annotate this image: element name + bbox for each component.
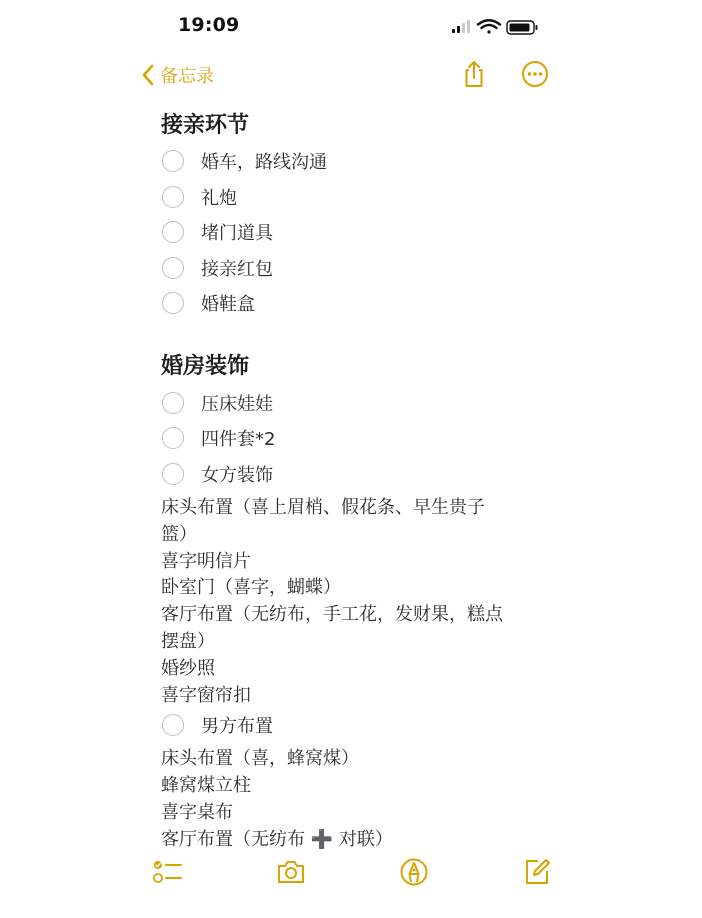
section-heading: 婚房装饰 [161, 354, 250, 379]
checklist-item-label: 男方布置 [201, 716, 273, 737]
section-heading: 接亲环节 [161, 113, 250, 138]
bottom-toolbar [0, 848, 702, 900]
checklist-item-label: 礼炮 [201, 188, 237, 209]
checklist-item [162, 254, 273, 282]
back-label: 备忘录 [160, 66, 214, 87]
markup-icon [398, 856, 430, 888]
note-text-line: 客厅布置（无纺布 ➕ 对联） [161, 829, 393, 850]
compose-icon [521, 856, 553, 888]
note-text-line: 客厅布置（无纺布，手工花，发财果，糕点 [161, 604, 503, 625]
compose-button[interactable] [521, 856, 553, 888]
note-text-line: 卧室门（喜字，蝴蝶） [161, 577, 341, 598]
checklist-item [162, 147, 327, 175]
checkbox-circle[interactable] [162, 392, 184, 414]
checklist-button[interactable] [152, 856, 184, 888]
checkbox-circle[interactable] [162, 714, 184, 736]
checkbox-circle[interactable] [162, 186, 184, 208]
note-text-line: 喜字窗帘扣 [161, 685, 251, 706]
note-text-line: 喜字桌布 [161, 802, 233, 823]
note-text-line: 喜字明信片 [161, 551, 251, 572]
checklist-item [162, 711, 273, 739]
checkbox-circle[interactable] [162, 427, 184, 449]
checklist-item [162, 389, 273, 417]
checkbox-circle[interactable] [162, 221, 184, 243]
checklist-item [162, 289, 255, 317]
checkbox-circle[interactable] [162, 257, 184, 279]
checklist-item [162, 183, 237, 211]
status-time: 19:09 [178, 14, 240, 36]
checklist-item [162, 460, 273, 488]
note-text-line: 婚纱照 [161, 658, 215, 679]
checklist-icon [152, 856, 184, 888]
camera-icon [275, 856, 307, 888]
checklist-item-label: 四件套*2 [201, 429, 276, 450]
note-text-line: 摆盘） [161, 631, 215, 652]
checkbox-circle[interactable] [162, 150, 184, 172]
checklist-item-label: 女方装饰 [201, 465, 273, 486]
checkbox-circle[interactable] [162, 463, 184, 485]
camera-button[interactable] [275, 856, 307, 888]
note-text-line: 床头布置（喜，蜂窝煤） [161, 748, 359, 769]
checklist-item [162, 424, 275, 452]
checklist-item-label: 压床娃娃 [201, 394, 273, 415]
checklist-item-label: 婚车，路线沟通 [201, 152, 327, 173]
markup-button[interactable] [398, 856, 430, 888]
checkbox-circle[interactable] [162, 292, 184, 314]
checklist-item-label: 接亲红包 [201, 259, 273, 280]
checklist-item-label: 婚鞋盒 [201, 294, 255, 315]
note-text-line: 床头布置（喜上眉梢、假花条、早生贵子 [161, 497, 485, 518]
checklist-item [162, 218, 273, 246]
note-text-line: 蜂窝煤立柱 [161, 775, 251, 796]
note-text-line: 篮） [161, 524, 197, 545]
checklist-item-label: 堵门道具 [201, 223, 273, 244]
